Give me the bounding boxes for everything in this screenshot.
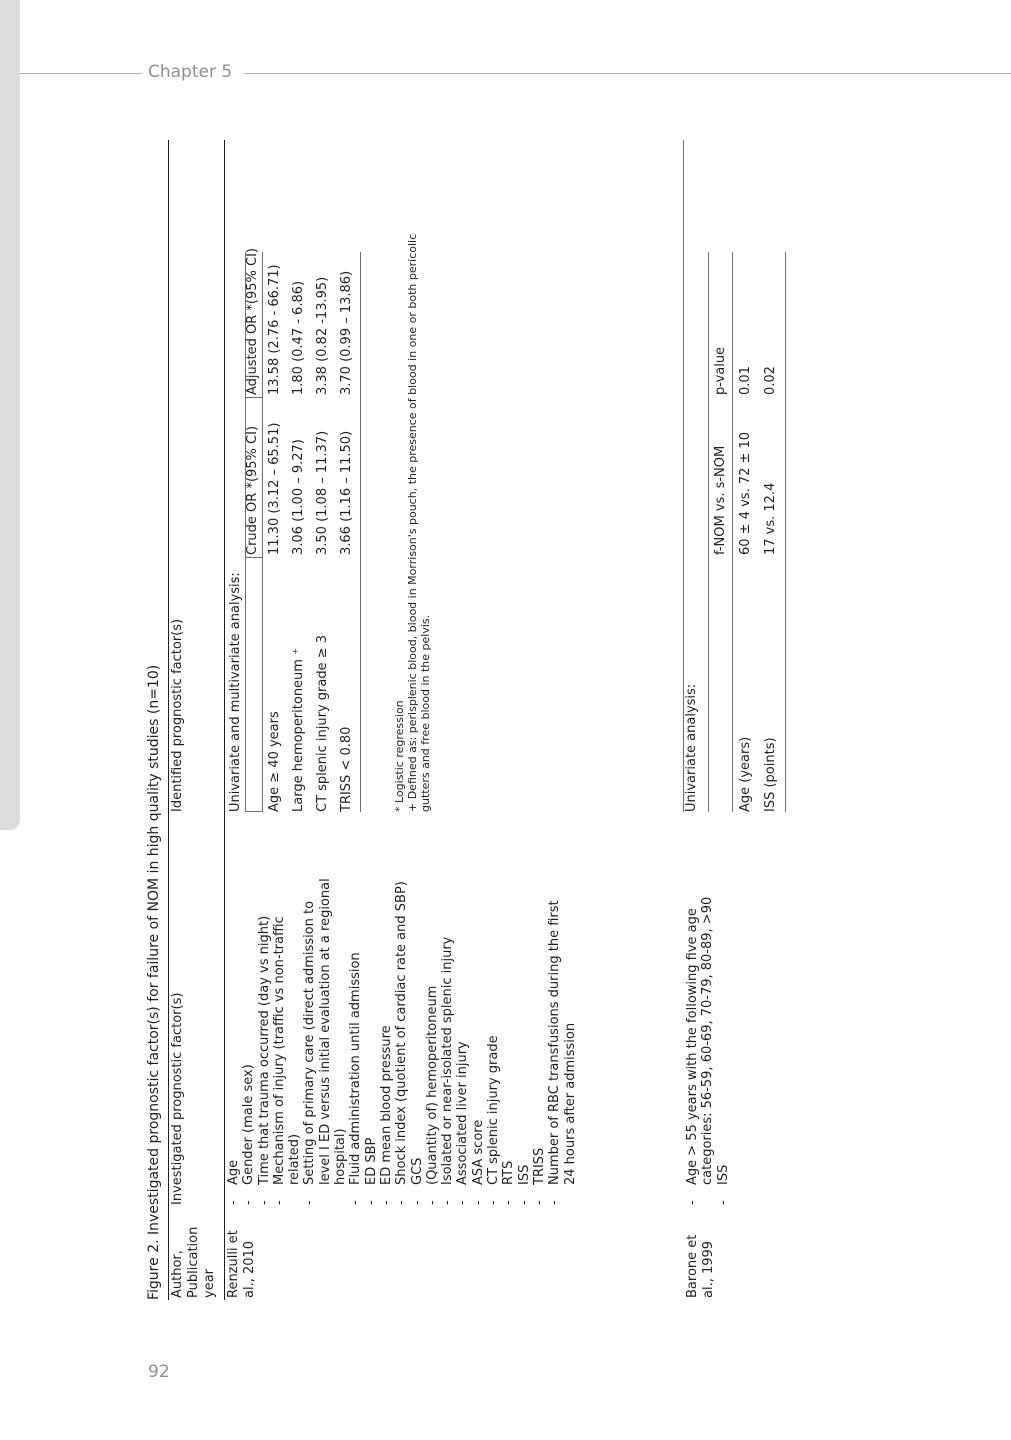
list-item-text: - ED mean blood pressure	[378, 1025, 394, 1185]
list-item	[348, 878, 363, 1205]
subtable-divider	[245, 811, 262, 812]
subtable-cell: 3.66 (1.16 – 11.50)	[339, 430, 354, 555]
list-item	[241, 878, 256, 1205]
subtable-cell: 1.80 (0.47 - 6.86)	[291, 280, 306, 395]
list-item-text: - TRISS	[531, 1147, 547, 1185]
subtable-divider	[245, 397, 262, 398]
list-item	[226, 878, 241, 1205]
footnote-line: * Logistic regression	[393, 700, 406, 812]
subtable-header: p-value	[713, 346, 728, 395]
page-number: 92	[148, 1362, 170, 1382]
subtable-cell: TRISS < 0.80	[339, 726, 354, 812]
header-rule-left	[20, 73, 142, 74]
subtable-cell: 3.50 (1.08 – 11.37)	[315, 430, 330, 555]
subtable-header-rule	[732, 252, 733, 812]
list-item-text: related)	[287, 1133, 303, 1185]
list-item	[455, 878, 470, 1205]
figure-title: Figure 2. Investigated prognostic factor(s) for failure of NOM in high quality studies (n=10)	[146, 664, 162, 1300]
list-item-text: - ISS	[516, 1164, 532, 1185]
list-item-text: - Age > 55 years with the following five age	[685, 908, 700, 1185]
subtable-cell: 60 ± 4 vs. 72 ± 10	[738, 431, 753, 555]
subtable-cell: Large hemoperitoneum ⁺	[291, 648, 306, 812]
side-thumb-tab	[0, 0, 20, 830]
list-item-text: - RTS	[501, 1160, 517, 1185]
study-author-line: al., 1999	[701, 1240, 716, 1298]
chapter-label: Chapter 5	[148, 62, 233, 82]
list-item-text: 24 hours after admission	[562, 1022, 578, 1185]
rotated-figure	[140, 140, 800, 1300]
subtable-top-rule	[708, 252, 709, 812]
subtable-bottom-rule	[360, 252, 361, 812]
list-item-text: - ISS	[715, 1164, 731, 1185]
list-item-text: - CT splenic injury grade	[486, 1035, 502, 1185]
list-item	[716, 897, 731, 1205]
list-item	[547, 878, 578, 1205]
list-item-text: hospital)	[333, 1128, 349, 1185]
col-header-author-line: Author,	[170, 1250, 185, 1298]
header-bottom-rule	[224, 140, 225, 1300]
list-item-text: - Isolated or near-isolated splenic injury	[440, 936, 456, 1185]
list-item	[410, 878, 425, 1205]
subtable-cell: 3.06 (1.00 – 9.27)	[291, 439, 306, 555]
list-item-text: - Time that trauma occurred (day vs night)	[256, 915, 272, 1185]
list-item	[364, 878, 379, 1205]
subtable-header-rule	[262, 252, 263, 812]
col-header-investigated: Investigated prognostic factor(s)	[170, 992, 185, 1205]
list-item-text: - (Quantity of) hemoperitoneum	[424, 985, 440, 1185]
subtable-divider	[245, 557, 262, 558]
subtable-cell: 13.58 (2.76 - 66.71)	[267, 264, 282, 395]
list-item-text: - Gender (male sex)	[241, 1064, 257, 1185]
study-author	[685, 1235, 717, 1298]
list-item	[394, 878, 409, 1205]
list-item-text: - ED SBP	[363, 1137, 379, 1185]
subtable-cell: 0.01	[738, 366, 753, 395]
list-item-text: categories: 56-59, 60-69, 70-79, 80-89, >90	[700, 896, 716, 1185]
investigated-factors-list	[226, 878, 578, 1205]
subtable-cell: 3.70 (0.99 – 13.86)	[339, 270, 354, 395]
list-item	[532, 878, 547, 1205]
study-author	[226, 1230, 258, 1298]
footnote	[393, 234, 432, 812]
study-author-line: Barone et	[685, 1234, 700, 1298]
subtable-cell: 11.30 (3.12 – 65.51)	[267, 422, 282, 555]
list-item	[685, 897, 716, 1205]
list-item	[440, 878, 455, 1205]
subtable-cell: 17 vs. 12.4	[763, 482, 778, 555]
footnote-line: gutters and free blood in the pelvis.	[419, 614, 432, 812]
list-item-text: - Associated liver injury	[455, 1041, 471, 1185]
list-item-text: - Shock index (quotient of cardiac rate and SBP)	[394, 881, 410, 1185]
list-item-text: - Fluid administration until admission	[348, 952, 364, 1185]
subtable-header: f-NOM vs. s-NOM	[713, 445, 728, 555]
list-item-text: - GCS	[409, 1157, 425, 1185]
subtable-header: Crude OR *(95% CI)	[245, 425, 260, 555]
list-item-text: - Age	[226, 1159, 241, 1185]
list-item	[471, 878, 486, 1205]
study-author-line: al., 2010	[242, 1240, 257, 1298]
subtable-cell: ISS (points)	[763, 737, 778, 812]
list-item-text: level I ED versus initial evaluation at a regional	[317, 878, 333, 1185]
col-header-author-line: year	[202, 1268, 217, 1298]
list-item	[425, 878, 440, 1205]
list-item	[379, 878, 394, 1205]
analysis-title: Univariate analysis:	[684, 683, 699, 812]
header-rule-right	[244, 73, 1011, 74]
subtable-cell: Age ≥ 40 years	[267, 711, 282, 812]
list-item-text: - Number of RBC transfusions during the first	[547, 900, 563, 1185]
list-item-text: - Mechanism of injury (traffic vs non-traffic	[271, 916, 287, 1185]
subtable-cell: Age (years)	[738, 736, 753, 812]
subtable-cell: 0.02	[763, 366, 778, 395]
list-item-text: - ASA score	[470, 1119, 486, 1185]
list-item	[517, 878, 532, 1205]
list-item	[501, 878, 516, 1205]
col-header-identified: Identified prognostic factor(s)	[170, 618, 185, 812]
subtable-cell: 3.38 (0.82 -13.95)	[315, 276, 330, 395]
list-item	[302, 878, 348, 1205]
subtable-bottom-rule	[785, 252, 786, 812]
list-item-text: - Setting of primary care (direct admission to	[302, 900, 318, 1185]
investigated-factors-list	[685, 897, 731, 1205]
list-item	[486, 878, 501, 1205]
list-item	[257, 878, 272, 1205]
list-item	[272, 878, 303, 1205]
subtable-cell: CT splenic injury grade ≥ 3	[315, 634, 330, 812]
col-header-author	[170, 1227, 218, 1298]
analysis-title: Univariate and multivariate analysis:	[228, 572, 243, 812]
col-header-author-line: Publication	[186, 1226, 201, 1298]
subtable-header: Adjusted OR *(95% CI)	[245, 248, 260, 395]
study-author-line: Renzulli et	[226, 1230, 241, 1298]
footnote-line: + Defined as: perisplenic blood, blood in Morrison's pouch, the presence of blood in one or both pericolic	[406, 233, 419, 812]
table-top-rule	[168, 140, 169, 1300]
